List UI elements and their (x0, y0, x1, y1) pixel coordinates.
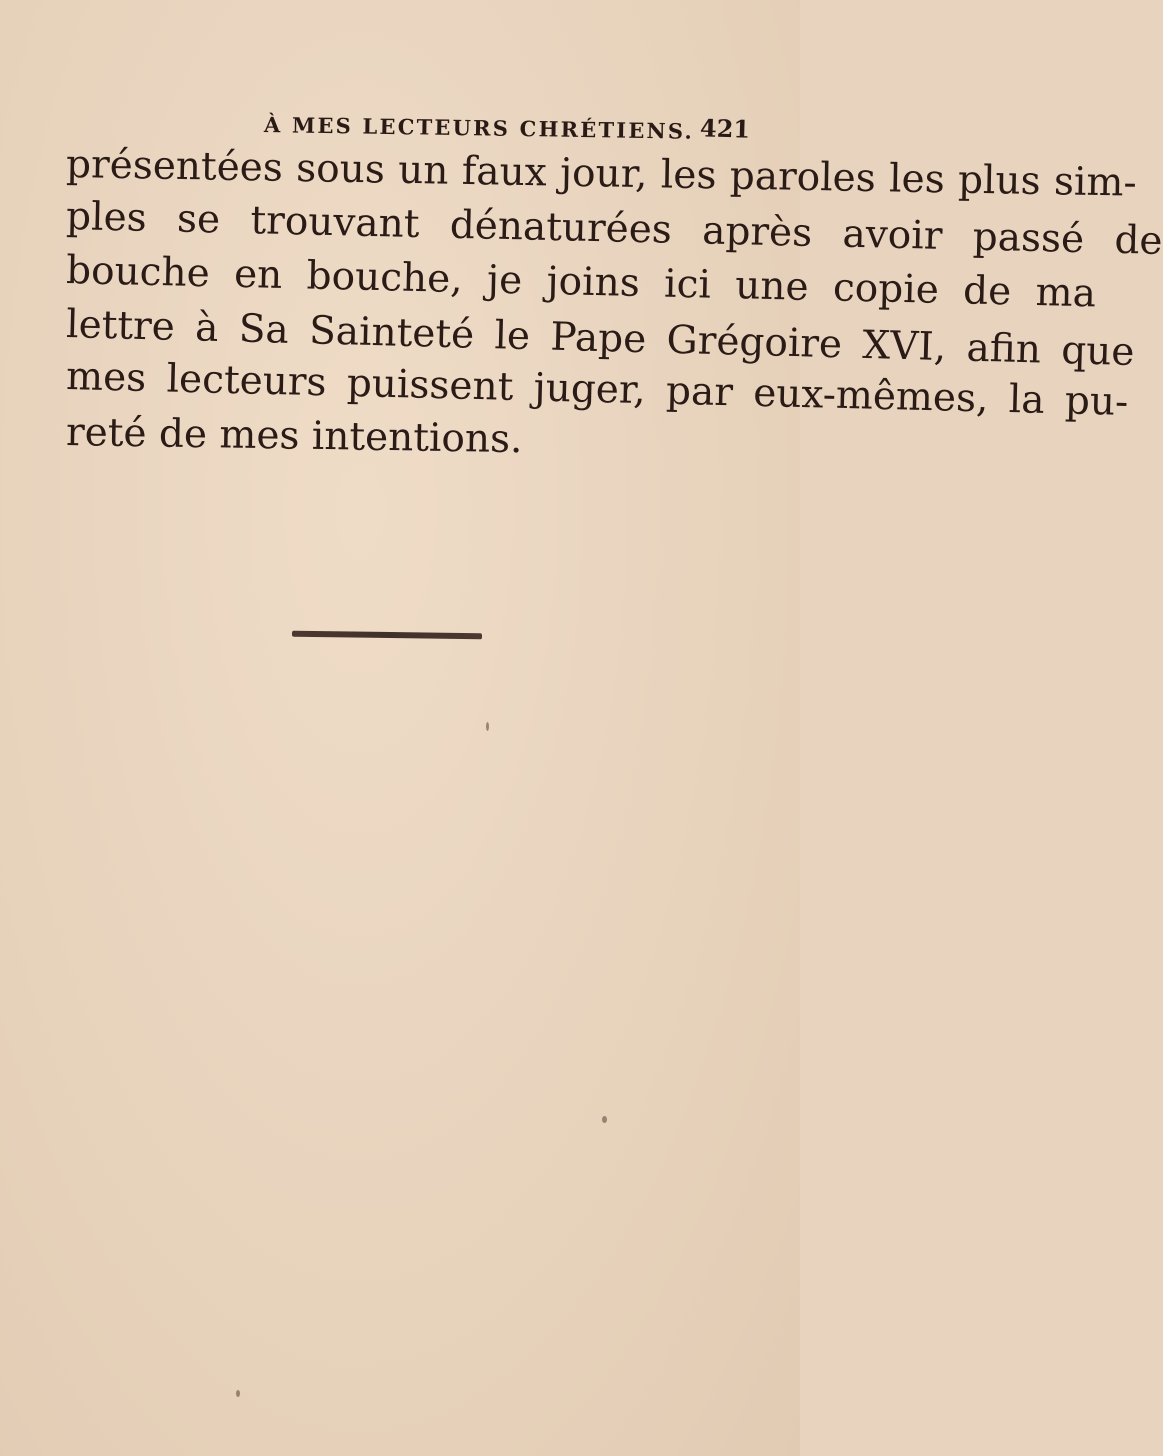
text-line: bouche en bouche, je joins ici une copie de ma (65, 248, 1097, 317)
paper-speck (486, 722, 489, 731)
text-line: mes lecteurs puissent juger, par eux-mêmes, la pu- (65, 354, 1129, 425)
page-number: 421 (699, 113, 751, 144)
running-title: À MES LECTEURS CHRÉTIENS. (263, 112, 695, 144)
text-line: présentées sous un faux jour, les paroles les plus sim- (65, 142, 1138, 206)
paper-speck (236, 1390, 240, 1397)
text-line: lettre à Sa Sainteté le Pape Grégoire XVI, afin que (65, 302, 1136, 375)
text-line: reté de mes intentions. (65, 410, 523, 463)
section-divider-rule (292, 631, 482, 640)
page-header (0, 106, 800, 146)
text-line: ples se trouvant dénaturées après avoir passé de (65, 194, 1163, 264)
paper-speck (602, 1116, 607, 1123)
